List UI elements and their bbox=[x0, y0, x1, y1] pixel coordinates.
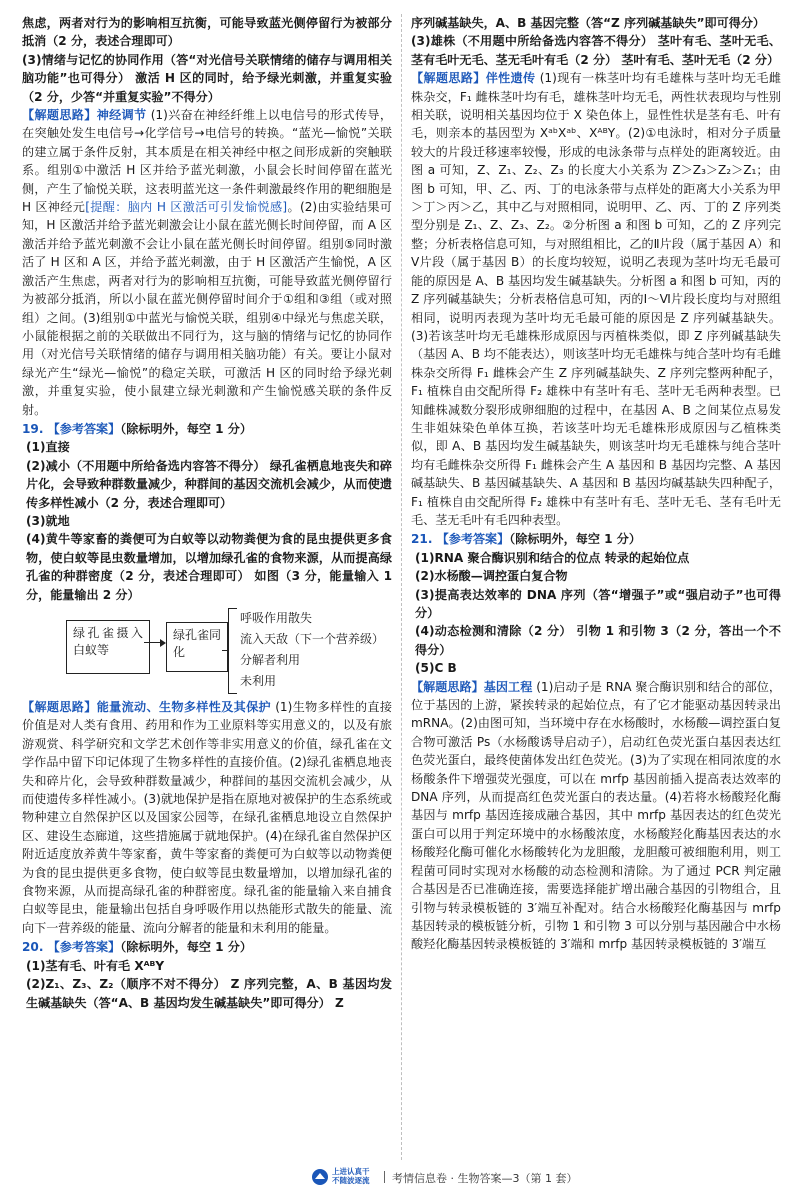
reference-answer-tag: 【参考答案】 bbox=[47, 421, 121, 436]
flow-output: 未利用 bbox=[240, 674, 277, 688]
analysis-topic: 伴性遗传 bbox=[485, 71, 536, 86]
flow-brace bbox=[228, 608, 237, 694]
q21-answer-2: (2)水杨酸—调控蛋白复合物 bbox=[415, 569, 568, 584]
flow-output: 分解者利用 bbox=[240, 653, 301, 667]
q20-answer-cont-2: (3)雄株（不用题中所给备选内容答不得分） 茎叶有毛、茎叶无毛、茎有毛叶无毛、茎无毛叶有毛（2 分） 茎叶有毛、茎叶无毛（2 分） bbox=[411, 34, 781, 67]
question-number: 20. bbox=[22, 940, 44, 955]
left-column bbox=[22, 14, 392, 1012]
q18-answer-cont-2: (3)情绪与记忆的协同作用（答“对光信号关联情绪的储存与调用相关脑功能”也可得分） 激活 H 区的同时，给予绿光刺激，并重复实验（2 分，少答“并重复实验”不得分） bbox=[22, 52, 392, 104]
analysis-topic: 能量流动、生物多样性及其保护 bbox=[96, 700, 272, 714]
q21-answer-1: (1)RNA 聚合酶识别和结合的位点 转录的起始位点 bbox=[415, 550, 690, 565]
scoring-note: （除标明外，每空 1 分） bbox=[120, 421, 252, 436]
right-column bbox=[411, 14, 781, 954]
analysis-topic: 神经调节 bbox=[96, 108, 147, 123]
analysis-tag: 【解题思路】 bbox=[411, 71, 486, 86]
q19-answer-2: (2)减小（不用题中所给备选内容答不得分） 绿孔雀栖息地丧失和碎片化，会导致种群数量减少，种群间的基因交流机会减少，从而使遗传多样性减小（2 分，表述合理即可） bbox=[26, 458, 392, 510]
publisher-slogan: 上进认真干 不随波逐流 bbox=[332, 1167, 370, 1185]
q20-answer-1: (1)茎有毛、叶有毛 XᴬᴮY bbox=[26, 958, 165, 973]
analysis-topic: 基因工程 bbox=[483, 679, 533, 694]
analysis-tag: 【解题思路】 bbox=[411, 679, 484, 694]
q20-answer-cont-1: 序列碱基缺失，A、B 基因完整（答“Z 序列碱基缺失”即可得分） bbox=[411, 16, 766, 30]
question-number: 21. bbox=[411, 532, 433, 547]
footer-separator bbox=[384, 1171, 385, 1183]
q19-answer-1: (1)直接 bbox=[26, 440, 70, 455]
column-divider bbox=[401, 14, 402, 1160]
reference-answer-tag: 【参考答案】 bbox=[47, 940, 121, 955]
q21-answer-4: (4)动态检测和清除（2 分） 引物 1 和引物 3（2 分，答出一个不得分） bbox=[415, 624, 781, 657]
analysis-hint: [提醒：脑内 H 区激活可引发愉悦感] bbox=[85, 200, 288, 215]
q19-header bbox=[22, 420, 392, 438]
reference-answer-tag: 【参考答案】 bbox=[436, 532, 510, 547]
q18-analysis bbox=[22, 106, 392, 419]
analysis-text: (1)启动子是 RNA 聚合酶识别和结合的部位，位于基因的上游，紧挨转录的起始位点，有了它才能驱动基因转录出 mRNA。(2)由图可知，当环境中存在水杨酸时，水杨酸—调控蛋白复合物可激活 Ps（水杨酸诱导启动子），启动红色荧光蛋白基因表达红色荧光蛋白，最终使菌体发出红色荧光。(3)为了实现在相同浓度的水杨酸条件下增强荧光强度，可以在 mrfp 基因前插入提高表达效率的 DNA 序列，从而提高红色荧光蛋白的表达量。(4)若将水杨酸羟化酶基因与 mrfp 基因连接成融合基因，其中 mrfp 基因表达的红色荧光蛋白可以用于判定环境中的水杨酸浓度，水杨酸羟化酶基因表达的水杨酸羟化酶可催化水杨酸转化为龙胆酸，龙胆酸可被细胞利用，则工程菌可同时实现对水杨酸的动态检测和清除。为了通过 PCR 判定融合基因是否已准确连接，需要选择能扩增出融合基因的引物组合，且引物与转录模板链的 3′端互补配对。结合水杨酸羟化酶基因与 mrfp 基因转录的模板链分析，引物 1 和引物 3 可以分别与基因融合中水杨酸羟化酶基因转录模板链的 3′端和 mrfp 基因转录模板链的 3′端互 bbox=[411, 679, 781, 952]
analysis-tag: 【解题思路】 bbox=[22, 108, 97, 123]
question-number: 19. bbox=[22, 421, 44, 436]
analysis-text: (1)兴奋在神经纤维上以电信号的形式传导，在突触处发生电信号→化学信号→电信号的转换。“蓝光—愉悦”关联的建立属于条件反射，其本质是在相关神经中枢之间形成新的突触联系。组别①中激活 H 区并给予蓝光刺激，小鼠会长时间停留在蓝光侧，产生了愉悦关联，这表明蓝光这一条件刺激最终作用的靶细胞是 H 区神经元 bbox=[22, 108, 392, 215]
flow-output: 流入天敌（下一个营养级） bbox=[240, 632, 385, 646]
q19-answer-4: (4)黄牛等家畜的粪便可为白蚁等以动物粪便为食的昆虫提供更多食物，使白蚁等昆虫数量增加，以增加绿孔雀的食物来源，从而提高绿孔雀的种群密度（2 分，表述合理即可） 如图（3 分，能量输入 1 分，能量输出 2 分） bbox=[26, 532, 392, 602]
q19-analysis bbox=[22, 698, 392, 937]
q20-answer-2: (2)Z₁、Z₃、Z₂（顺序不对不得分） Z 序列完整，A、B 基因均发生碱基缺失（答“A、B 基因均发生碱基缺失”即可得分） Z bbox=[26, 977, 392, 1010]
scoring-note: （除标明外，每空 1 分） bbox=[509, 532, 641, 547]
flow-arrow bbox=[144, 642, 164, 643]
scoring-note: （除标明外，每空 1 分） bbox=[120, 940, 252, 955]
analysis-text: (1)生物多样性的直接价值是对人类有食用、药用和作为工业原料等实用意义的，以及有旅游观赏、科学研究和文学艺术创作等非实用意义的价值，绿孔雀在文学作品中留下印记体现了生物多样性的直接价值。(2)绿孔雀栖息地丧失和碎片化，会导致种群数量减少，种群间的基因交流机会减少，从而使遗传多样性减小。(3)就地保护是指在原地对被保护的生态系统或物种建立自然保护区以及国家公园等，在绿孔雀栖息地设立自然保护区、建设生态廊道，这些措施属于就地保护。(4)在绿孔雀自然保护区附近适度放养黄牛等家畜，黄牛等家畜的粪便可为白蚁等以动物粪便为食的昆虫提供更多食物，使白蚁等昆虫数量增加，以增加绿孔雀的食物来源，从而提高绿孔雀的种群密度。绿孔雀的能量输入来自捕食白蚁等昆虫，能量输出包括自身呼吸作用以热能形式散失的能量、流向下一营养级的能量、流向分解者的能量和未利用的能量。 bbox=[22, 700, 392, 935]
q21-header bbox=[411, 530, 781, 548]
footer-title: 考情信息卷 · 生物答案—3（第 1 套） bbox=[392, 1172, 578, 1185]
q20-header bbox=[22, 938, 392, 956]
analysis-tag: 【解题思路】 bbox=[22, 700, 97, 714]
page-footer bbox=[0, 1166, 800, 1190]
q21-answer-3: (3)提高表达效率的 DNA 序列（答“增强子”或“强启动子”也可得分） bbox=[415, 587, 781, 620]
flow-box-intake: 绿孔雀摄入白蚁等 bbox=[66, 620, 150, 674]
analysis-text: (1)现有一株茎叶均有毛雄株与茎叶均无毛雌株杂交，F₁ 雌株茎叶均有毛，雄株茎叶均无毛，两性状表现均与性别相关联，说明相关基因均位于 X 染色体上，显性性状是茎有毛、叶有毛，则亲本的基因型为 XᵃᵇXᵃᵇ、XᴬᴮY。(2)①电泳时，相对分子质量较大的片段迁移速率较慢，形成的电泳条带与点样处的距离较近。由图 a 可知，Z、Z₁、Z₂、Z₃ 的长度大小关系为 Z＞Z₃＞Z₂＞Z₁；由图 b 可知，甲、乙、丙、丁的电泳条带与点样处的距离大小关系为甲＞丁＞丙＞乙，其中乙与对照相同，说明甲、乙、丙、丁的 Z 序列类型分别是 Z₁、Z、Z₃、Z₂。②分析图 a 和图 b 可知，乙的 Z 序列完整；分析表格信息可知，与对照组相比，乙的Ⅱ片段（属于基因 A）和Ⅴ片段（属于基因 B）的长度均较短，说明乙表现为茎叶均无毛最可能的原因是 A、B 基因均发生碱基缺失。分析图 a 和图 b 可知，丙的 Z 序列碱基缺失；分析表格信息可知，丙的Ⅰ～Ⅵ片段长度均与对照组相同，说明丙表现为茎叶均无毛最可能的原因是 Z 序列碱基缺失。(3)若该茎叶均无毛雄株形成原因与丙植株类似，即 Z 序列碱基缺失（基因 A、B 均不能表达），则该茎叶均无毛雄株与纯合茎叶均有毛雌株杂交所得 F₁ 雌株会产生 Z 序列碱基缺失、Z 序列完整两种配子，F₁ 植株自由交配所得 F₂ 雄株中有茎叶有毛、茎叶无毛两种表型。已知雌株减数分裂形成卵细胞的过程中，在基因 A、B 之间某位点易发生非姐妹染色单体互换，若该茎叶均无毛雄株形成原因与乙植株类似，即 A、B 基因均发生碱基缺失，则该茎叶均无毛雄株与纯合茎叶均有毛雌株杂交所得 F₁ 雌株会产生 A 基因和 B 基因均完整、A 基因碱基缺失、B 基因碱基缺失、A 基因和 B 基因均碱基缺失四种配子，F₁ 植株自由交配所得 F₂ 雄株中有茎叶有毛、茎叶无毛、茎有毛叶无毛、茎无毛叶有毛四种表型。 bbox=[411, 71, 781, 527]
answer-page bbox=[22, 14, 780, 1160]
flow-outputs bbox=[240, 608, 384, 692]
publisher-logo-icon bbox=[310, 1168, 330, 1186]
flow-output: 呼吸作用散失 bbox=[240, 611, 313, 625]
q20-analysis bbox=[411, 69, 781, 529]
flow-box-assimilation: 绿孔雀同化 bbox=[166, 622, 228, 672]
q21-answer-5: (5)C B bbox=[415, 661, 457, 676]
q18-answer-cont-1: 焦虑，两者对行为的影响相互抗衡，可能导致蓝光侧停留行为被部分抵消（2 分，表述合理即可） bbox=[22, 16, 392, 49]
analysis-text-cont: 。(2)由实验结果可知，H 区激活并给予蓝光刺激会让小鼠在蓝光侧长时间停留，而 A 区激活并给予蓝光刺激不会让小鼠在蓝光侧长时间停留。组别⑤同时激活了 H 区和 A 区，并给予蓝光刺激，由于 H 区激活产生愉悦，A 区激活产生焦虑，两者对行为的影响相互抗衡，可能导致蓝光侧停留行为被部分抵消，所以小鼠在蓝光侧停留时间介于①组和③组（或对照组）之间。(3)组别①中蓝光与愉悦关联，组别④中绿光与焦虑关联，小鼠能根据之前的关联做出不同行为，这与脑的情绪与记忆的协同作用（对光信号关联情绪的储存与调用相关脑功能）有关。要让小鼠对绿光产生“绿光—愉悦”的稳定关联，可激活 H 区的同时给予绿光刺激，并重复实验，使小鼠建立绿光刺激和产生愉悦感关联的条件反射。 bbox=[22, 200, 392, 417]
energy-flow-diagram bbox=[22, 608, 392, 694]
q19-answer-3: (3)就地 bbox=[26, 513, 70, 528]
q21-analysis bbox=[411, 678, 781, 954]
